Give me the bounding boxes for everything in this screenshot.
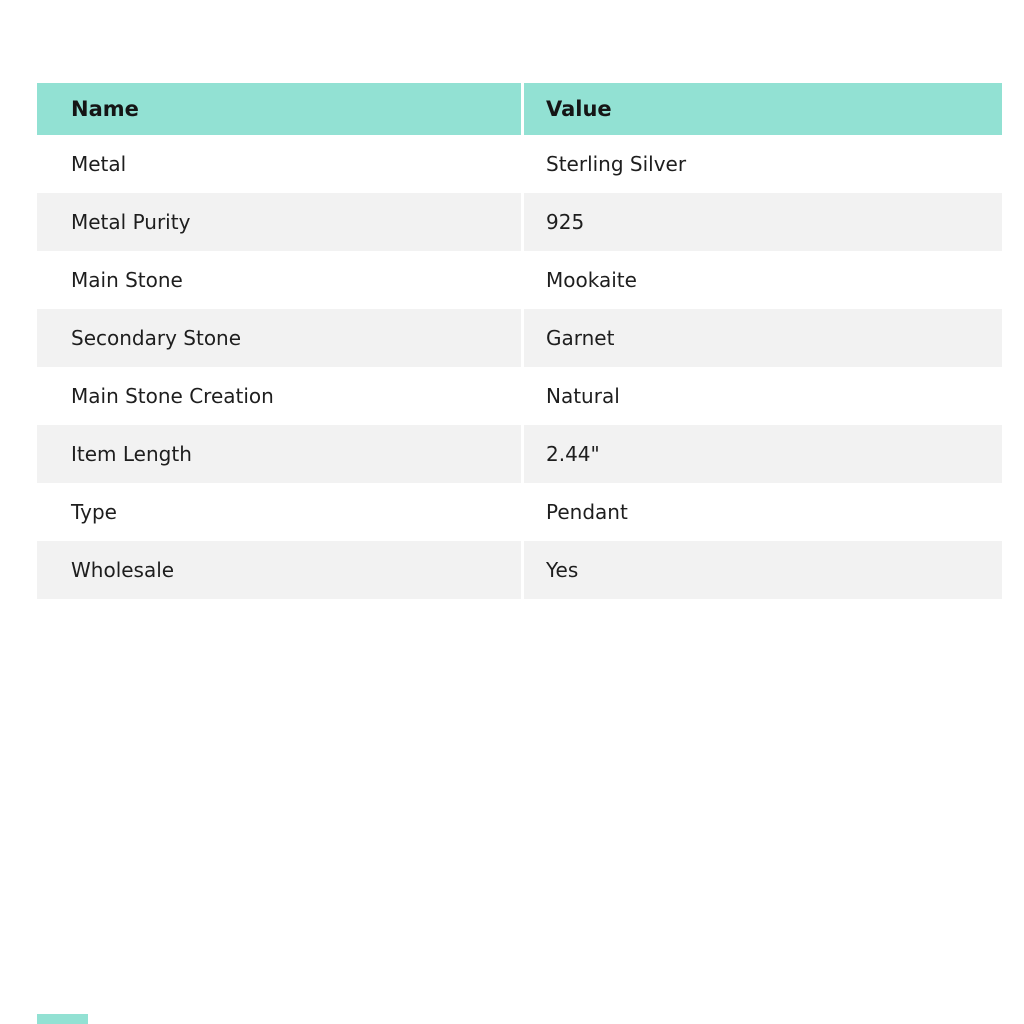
- spec-value-cell: Mookaite: [524, 251, 1002, 309]
- spec-value-cell: Garnet: [524, 309, 1002, 367]
- name-column-header: Name: [37, 83, 521, 135]
- spec-value-cell: 2.44": [524, 425, 1002, 483]
- spec-name-cell: Type: [37, 483, 521, 541]
- spec-value-cell: Yes: [524, 541, 1002, 599]
- table-row: [37, 483, 1002, 541]
- spec-name-cell: Metal Purity: [37, 193, 521, 251]
- table-row: [37, 541, 1002, 599]
- product-specs-table: [37, 83, 1002, 599]
- table-body: [37, 135, 1002, 599]
- spec-name-cell: Secondary Stone: [37, 309, 521, 367]
- spec-name-cell: Main Stone: [37, 251, 521, 309]
- table-row: [37, 425, 1002, 483]
- table-header-row: [37, 83, 1002, 135]
- value-column-header: Value: [524, 83, 1002, 135]
- spec-value-cell: Natural: [524, 367, 1002, 425]
- spec-name-cell: Item Length: [37, 425, 521, 483]
- table-row: [37, 251, 1002, 309]
- spec-value-cell: 925: [524, 193, 1002, 251]
- spec-value-cell: Pendant: [524, 483, 1002, 541]
- table-row: [37, 135, 1002, 193]
- spec-name-cell: Metal: [37, 135, 521, 193]
- spec-name-cell: Main Stone Creation: [37, 367, 521, 425]
- table-row: [37, 367, 1002, 425]
- table-row: [37, 193, 1002, 251]
- next-table-header-sliver: [37, 1014, 88, 1024]
- spec-value-cell: Sterling Silver: [524, 135, 1002, 193]
- spec-name-cell: Wholesale: [37, 541, 521, 599]
- table-row: [37, 309, 1002, 367]
